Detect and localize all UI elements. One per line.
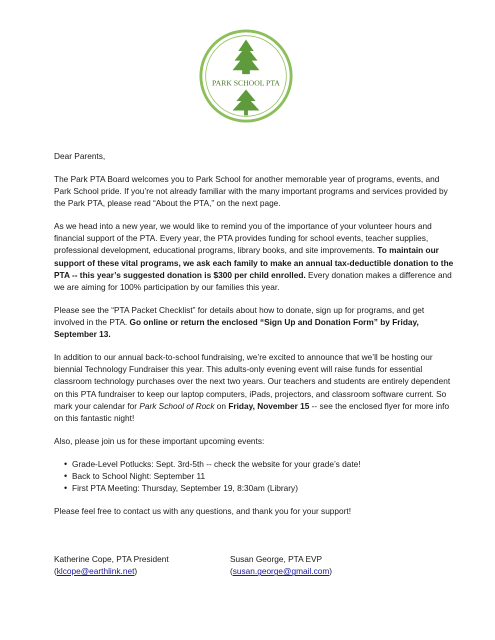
paragraph-donation-text-end: Every donation makes a difference and we are aiming for 100% participation by our families this year. — [54, 269, 452, 293]
list-item: • Grade-Level Potlucks: Sept. 3rd-5th -- check the website for your grade’s date! — [72, 458, 454, 470]
paragraph-fundraiser — [54, 351, 454, 424]
list-item: • Back to School Night: September 11 — [72, 470, 454, 482]
logo-text: PARK SCHOOL PTA — [212, 78, 280, 88]
events-intro: Also, please join us for these important upcoming events: — [54, 435, 265, 446]
paragraph-checklist-text: Please see the “PTA Packet Checklist” for details about how to donate, sign up for programs, and get involved in the PTA. — [54, 304, 425, 328]
paragraph-donation — [54, 220, 454, 293]
list-item: • First PTA Meeting: Thursday, September 19, 8:30am (Library) — [72, 482, 454, 494]
paragraph-donation-text: As we head into a new year, we would like to remind you of the importance of your volunteer hours and financial support of the PTA. Every year, the PTA provides funding for school events, teacher supplies, professional development, educational programs, library books, and site improvements. — [54, 221, 432, 256]
fundraiser-text: In addition to our annual back-to-school fundraising, we’re excited to announce that we’ll be hosting our biennial Technology Fundraiser this year. This adults-only evening event will raise funds for essential classroom technology purchases over the next two years. Our teachers and students are entirely dependent on this PTA fundraiser to keep our laptop computers, iPads, projectors, and classroom software current. So mark your calendar for — [54, 352, 451, 411]
signature-email-line: (susan.george@gmail.com) — [230, 566, 333, 577]
greeting: Dear Parents, — [54, 151, 106, 161]
email-link[interactable]: klcope@earthlink.net — [56, 566, 135, 577]
tree-icon — [233, 40, 260, 75]
fundraiser-text-end: -- see the enclosed flyer for more info on this fantastic night! — [54, 400, 450, 424]
paragraph-welcome: The Park PTA Board welcomes you to Park School for another memorable year of programs, events, and Park School pride. If you’re not already familiar with the many important programs and services provided by the Park PTA, please read “About the PTA,” on the next page. — [54, 173, 448, 209]
signature-evp — [230, 553, 332, 577]
signup-deadline: Go online or return the enclosed “Sign Up and Donation Form” by Friday, September 13. — [54, 317, 419, 340]
signature-name: Susan George, PTA EVP — [230, 554, 323, 564]
paragraph-checklist — [54, 304, 454, 341]
event-name: Park School of Rock — [139, 400, 215, 411]
donation-ask: To maintain our support of these vital programs, we ask each family to make an annual tax-deductible donation to the PTA -- this year’s suggested donation is $300 per child enrolled. — [54, 245, 454, 280]
letter-body — [54, 150, 454, 528]
signature-president — [54, 553, 169, 577]
signature-email-line: (klcope@earthlink.net) — [54, 566, 138, 577]
email-link[interactable]: susan.george@gmail.com — [232, 566, 330, 577]
signature-name: Katherine Cope, PTA President — [54, 554, 169, 564]
events-list — [54, 458, 454, 495]
fundraiser-text-on: on — [214, 400, 229, 411]
closing: Please feel free to contact us with any questions, and thank you for your support! — [54, 505, 352, 516]
event-date: Friday, November 15 — [228, 400, 310, 411]
park-school-pta-logo — [198, 28, 294, 124]
